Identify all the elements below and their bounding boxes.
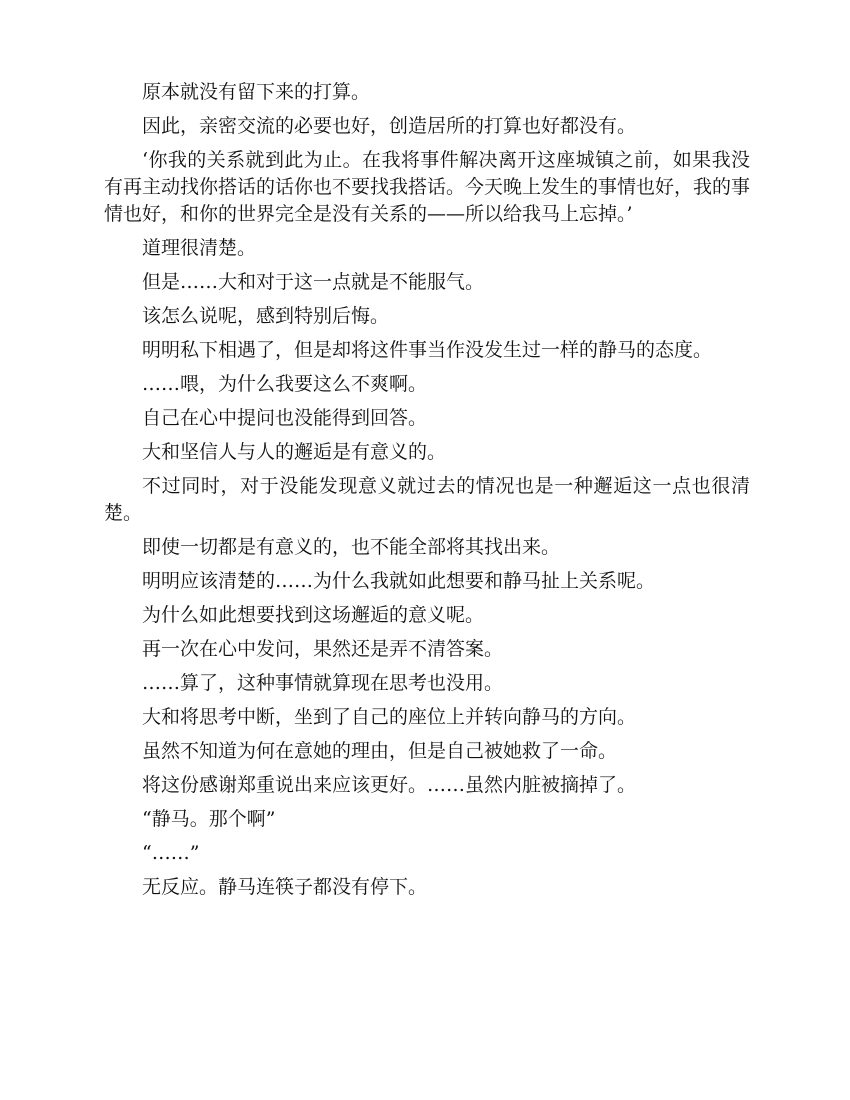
paragraph: 大和坚信人与人的邂逅是有意义的。	[142, 441, 447, 463]
paragraph: ……喂，为什么我要这么不爽啊。	[142, 373, 428, 395]
paragraph: 无反应。静马连筷子都没有停下。	[142, 876, 428, 898]
paragraph: 大和将思考中断，坐到了自己的座位上并转向静马的方向。	[142, 706, 637, 728]
paragraph: 因此，亲密交流的必要也好，创造居所的打算也好都没有。	[142, 115, 637, 137]
paragraph: 道理很清楚。	[142, 237, 257, 259]
paragraph: 该怎么说呢，感到特别后悔。	[142, 305, 390, 327]
paragraph: ‘你我的关系就到此为止。在我将事件解决离开这座城镇之前，如果我没有再主动找你搭话的话你也不要找我搭话。今天晚上发生的事情也好，我的事情也好，和你的世界完全是没有关系的——所以给我马上忘掉。’	[104, 149, 751, 225]
paragraph: 但是……大和对于这一点就是不能服气。	[142, 271, 485, 293]
paragraph: 虽然不知道为何在意她的理由，但是自己被她救了一命。	[142, 740, 618, 762]
paragraph: “静马。那个啊”	[142, 808, 276, 830]
paragraph: 明明私下相遇了，但是却将这件事当作没发生过一样的静马的态度。	[142, 339, 713, 361]
paragraph: 自己在心中提问也没能得到回答。	[142, 407, 428, 429]
paragraph: ……算了，这种事情就算现在思考也没用。	[142, 672, 504, 694]
paragraph: “……”	[142, 842, 200, 864]
paragraph: 再一次在心中发问，果然还是弄不清答案。	[142, 638, 504, 660]
paragraph: 原本就没有留下来的打算。	[142, 81, 371, 103]
paragraph: 即使一切都是有意义的，也不能全部将其找出来。	[142, 536, 561, 558]
paragraph: 不过同时，对于没能发现意义就过去的情况也是一种邂逅这一点也很清楚。	[104, 475, 750, 524]
paragraph: 为什么如此想要找到这场邂逅的意义呢。	[142, 604, 485, 626]
paragraph: 明明应该清楚的……为什么我就如此想要和静马扯上关系呢。	[142, 570, 656, 592]
paragraph: 将这份感谢郑重说出来应该更好。……虽然内脏被摘掉了。	[142, 774, 637, 796]
body-text	[104, 79, 750, 908]
